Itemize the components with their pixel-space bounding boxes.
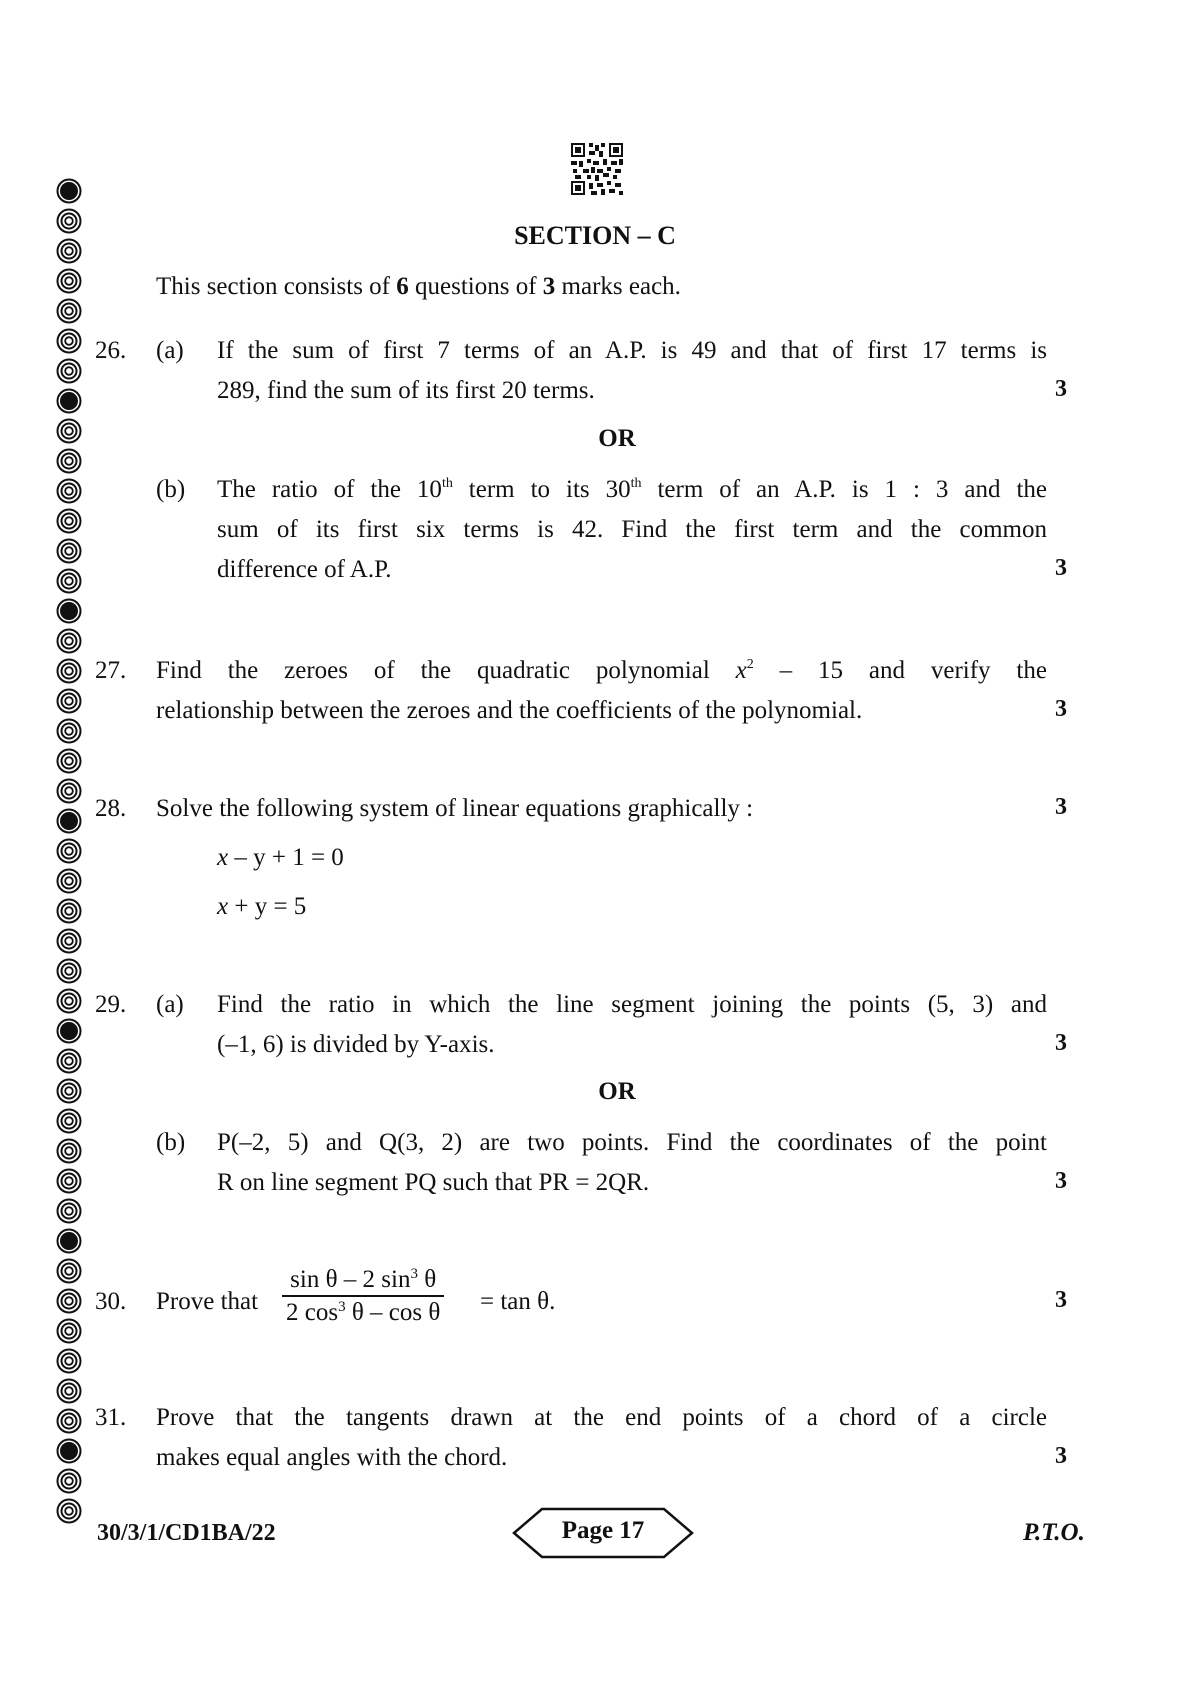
concentric-ring-icon [56,1048,82,1074]
concentric-ring-icon [56,1378,82,1404]
equation-1: x – y + 1 = 0 [217,844,344,871]
concentric-ring-icon [56,1498,82,1524]
margin-ring-column [56,178,86,1528]
filled-circle-icon [56,178,82,204]
equation-2: x + y = 5 [217,893,307,920]
concentric-ring-icon [56,838,82,864]
concentric-ring-icon [56,688,82,714]
question-count: 6 [396,273,409,300]
intro-text: questions of [408,273,543,300]
concentric-ring-icon [56,928,82,954]
intro-text: This section consists of [156,273,397,300]
filled-circle-icon [56,1438,82,1464]
marks-per-question: 3 [542,273,556,300]
or-divider: OR [598,1078,636,1105]
concentric-ring-icon [56,298,82,324]
concentric-ring-icon [56,748,82,774]
filled-circle-icon [56,1228,82,1254]
concentric-ring-icon [56,268,82,294]
concentric-ring-icon [56,1198,82,1224]
or-divider: OR [598,425,636,452]
question-text: difference of A.P. [217,556,392,583]
question-number: 27. [95,657,127,684]
question-number: 30. [95,1288,127,1315]
question-number: 29. [95,991,127,1018]
question-text: = tan θ. [480,1288,556,1315]
concentric-ring-icon [56,1258,82,1284]
paper-code: 30/3/1/CD1BA/22 [97,1520,276,1546]
concentric-ring-icon [56,568,82,594]
option-label: (b) [156,1129,186,1156]
numerator: sin θ – 2 $\sin^3 \theta$ [282,1265,444,1297]
concentric-ring-icon [56,478,82,504]
page-number: Page 17 [561,1517,645,1544]
concentric-ring-icon [56,538,82,564]
question-text: R on line segment PQ such that PR = 2QR. [217,1169,650,1196]
concentric-ring-icon [56,1288,82,1314]
filled-circle-icon [56,598,82,624]
concentric-ring-icon [56,778,82,804]
fraction [282,1265,444,1329]
concentric-ring-icon [56,628,82,654]
question-text: makes equal angles with the chord. [156,1444,508,1471]
section-intro [156,272,681,302]
concentric-ring-icon [56,868,82,894]
question-text: Find the ratio in which the line segment joining the points (5, 3) and [217,991,1047,1018]
marks: 3 [1055,376,1067,402]
concentric-ring-icon [56,1138,82,1164]
concentric-ring-icon [56,1408,82,1434]
option-label: (a) [156,337,184,364]
question-text: The ratio of the 10th term to its 30th term of an A.P. is 1 : 3 and the [217,476,1047,503]
question-text: Solve the following system of linear equations graphically : [156,795,754,822]
concentric-ring-icon [56,718,82,744]
qr-code-icon [571,143,623,195]
intro-text: marks each. [555,273,681,300]
pto-label: P.T.O. [1023,1519,1085,1546]
question-number: 31. [95,1404,127,1431]
marks: 3 [1055,1168,1067,1194]
concentric-ring-icon [56,508,82,534]
marks: 3 [1055,555,1067,581]
concentric-ring-icon [56,328,82,354]
filled-circle-icon [56,1018,82,1044]
marks: 3 [1055,794,1067,820]
concentric-ring-icon [56,958,82,984]
marks: 3 [1055,1443,1067,1469]
option-label: (a) [156,991,184,1018]
question-text: relationship between the zeroes and the coefficients of the polynomial. [156,697,863,724]
concentric-ring-icon [56,898,82,924]
concentric-ring-icon [56,1108,82,1134]
question-text: P(–2, 5) and Q(3, 2) are two points. Find the coordinates of the point [217,1129,1047,1156]
marks: 3 [1055,696,1067,722]
question-text: Prove that [156,1288,259,1315]
question-text: Prove that the tangents drawn at the end points of a chord of a circle [156,1404,1047,1431]
concentric-ring-icon [56,1468,82,1494]
question-text: Find the zeroes of the quadratic polynomial $x^2 - 15$ and verify the [156,657,1047,684]
denominator: 2 $\cos^3 \theta$ – cos θ [286,1299,441,1326]
question-text: (–1, 6) is divided by Y-axis. [217,1031,495,1058]
marks: 3 [1055,1287,1067,1313]
section-title: SECTION – C [514,221,676,250]
question-text: 289, find the sum of its first 20 terms. [217,377,595,404]
concentric-ring-icon [56,658,82,684]
concentric-ring-icon [56,988,82,1014]
concentric-ring-icon [56,1168,82,1194]
filled-circle-icon [56,388,82,414]
concentric-ring-icon [56,1348,82,1374]
concentric-ring-icon [56,358,82,384]
question-number: 28. [95,795,127,822]
filled-circle-icon [56,808,82,834]
question-text: If the sum of first 7 terms of an A.P. is 49 and that of first 17 terms is [217,337,1047,364]
page-number-badge [512,1507,694,1559]
option-label: (b) [156,476,186,503]
marks: 3 [1055,1030,1067,1056]
question-number: 26. [95,337,127,364]
concentric-ring-icon [56,1318,82,1344]
question-text: sum of its first six terms is 42. Find the first term and the common [217,516,1047,543]
